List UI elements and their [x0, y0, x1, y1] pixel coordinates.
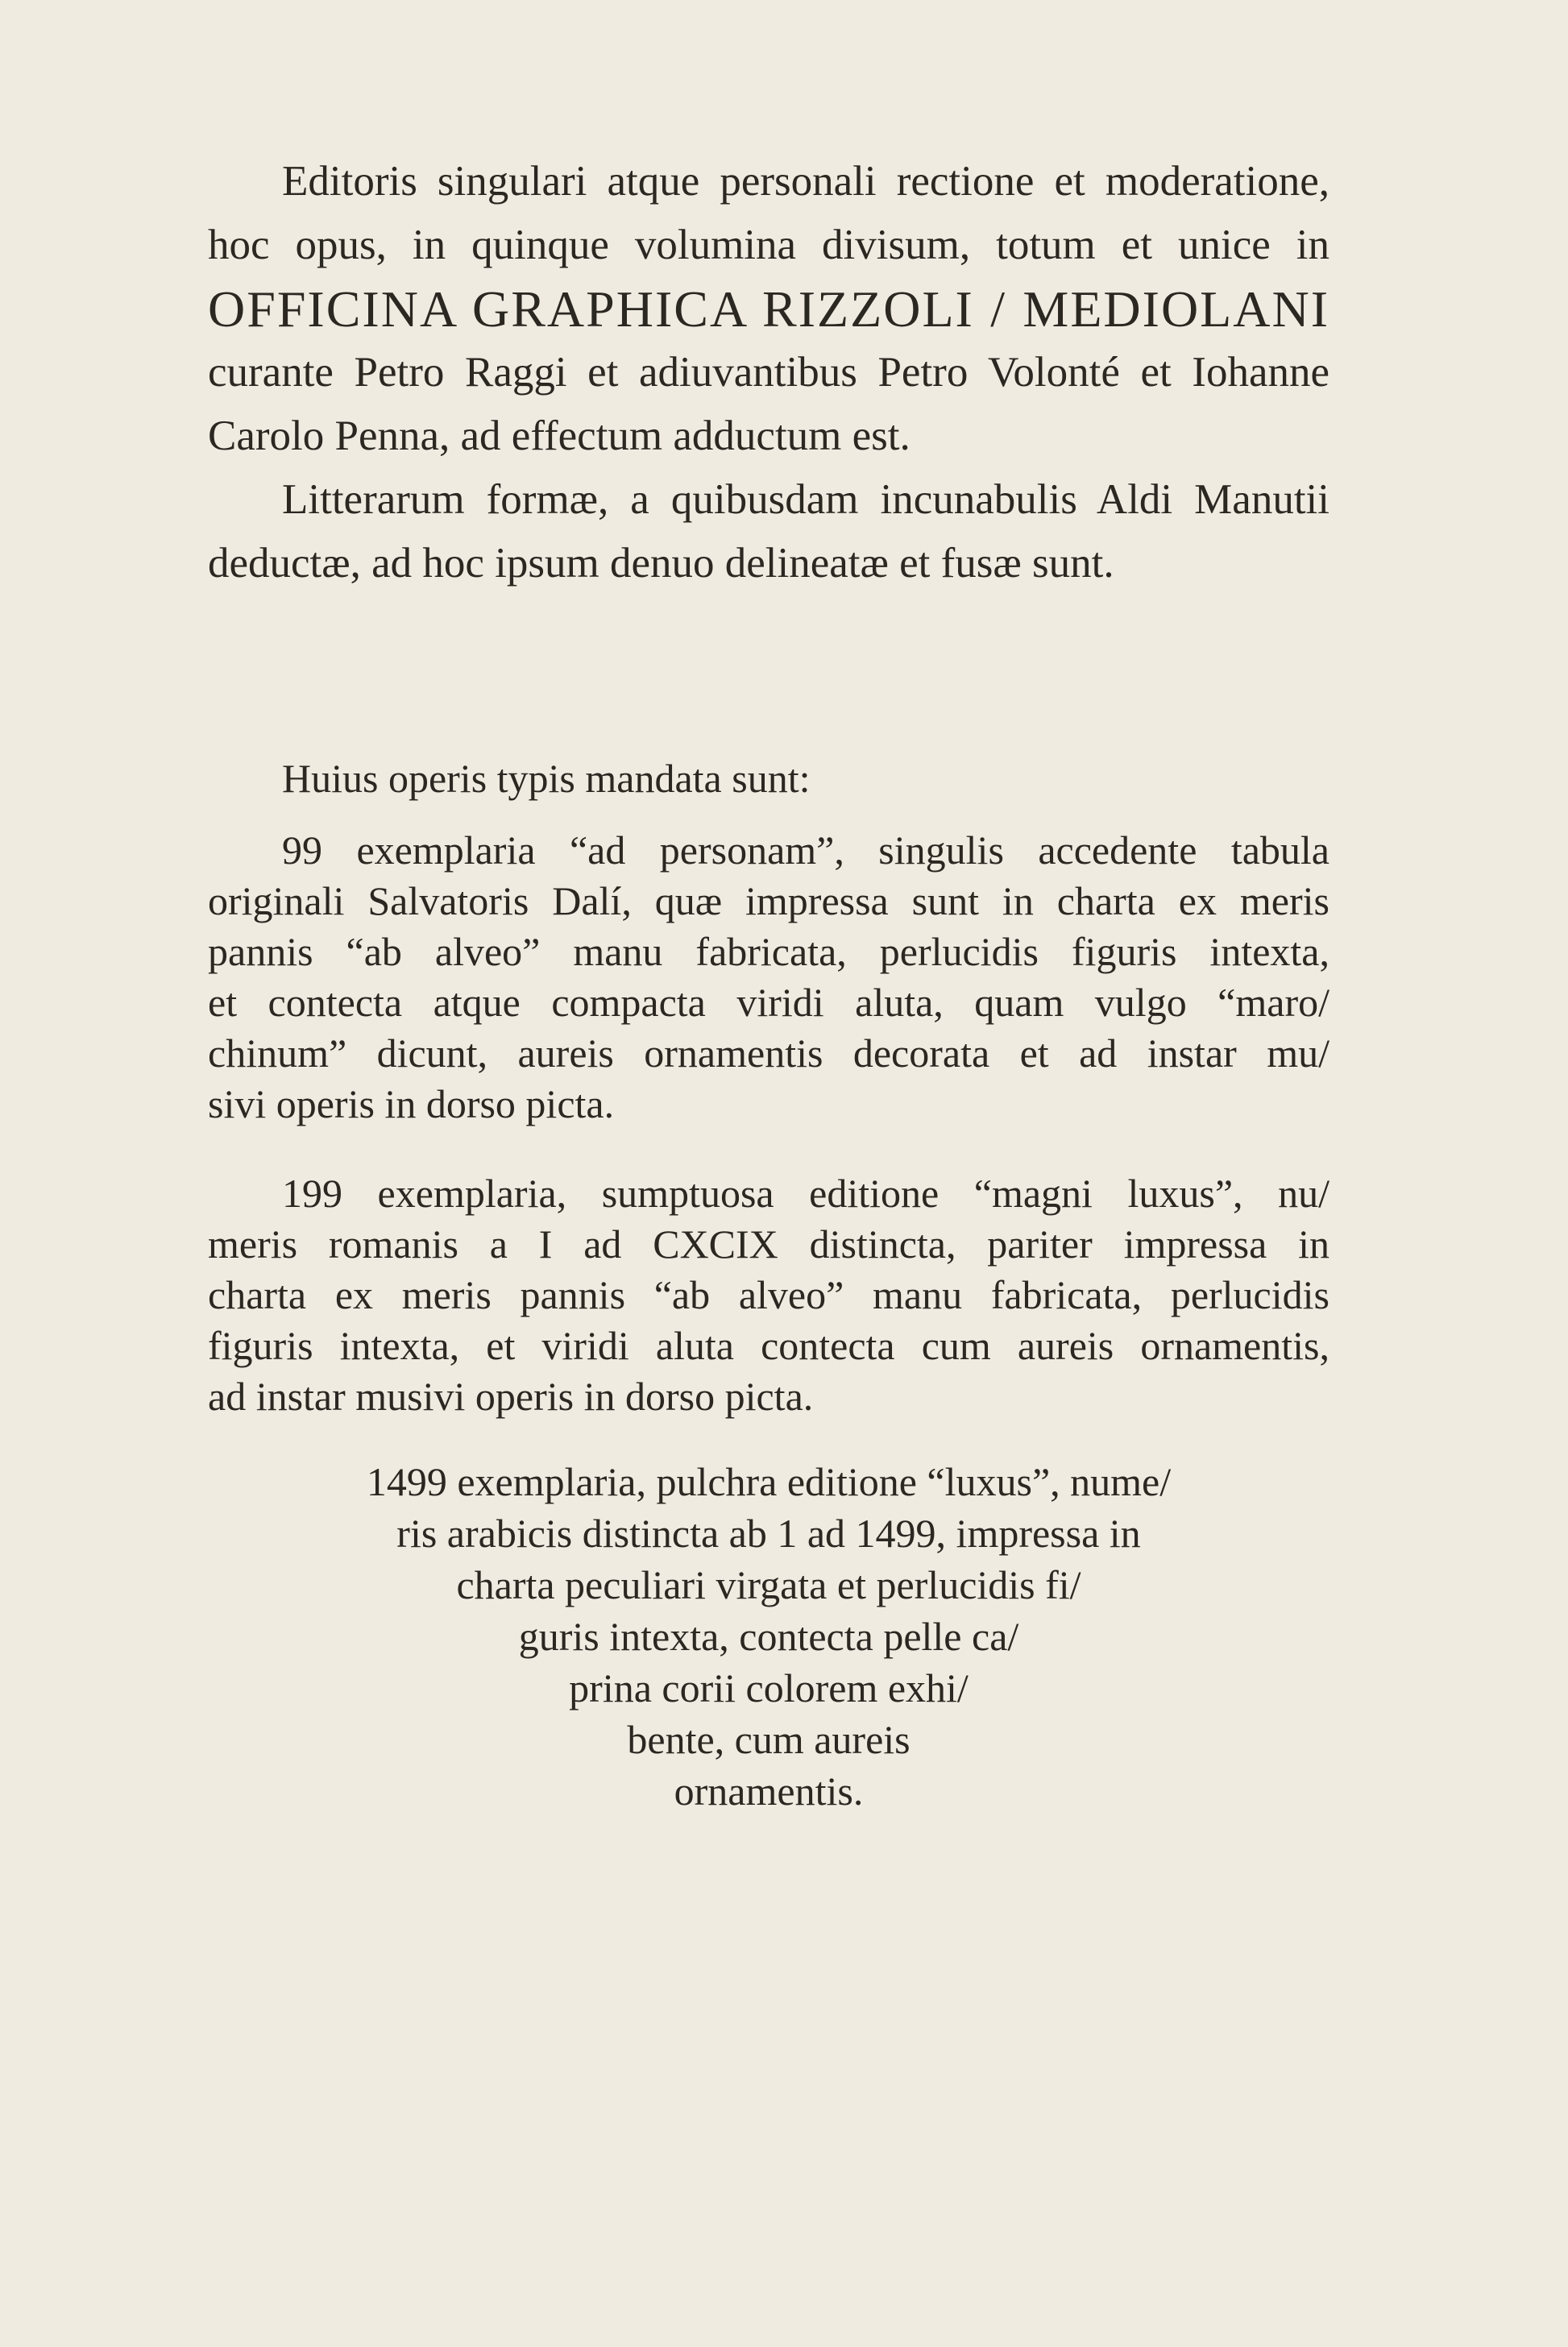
colophon-intro-paragraph — [208, 150, 1329, 595]
colophon-text-block — [208, 150, 1329, 1817]
colophon-line: pannis “ab alveo” manu fabricata, perlucidis figuris intexta, — [208, 929, 1329, 974]
editions-section — [208, 753, 1329, 1817]
edition-199-paragraph — [208, 1168, 1329, 1422]
colophon-line: Carolo Penna, ad effectum adductum est. — [208, 413, 911, 459]
colophon-line: Litterarum formæ, a quibusdam incunabulis Aldi Manutii — [282, 476, 1329, 523]
colophon-line: 99 exemplaria “ad personam”, singulis accedente tabula — [282, 827, 1329, 873]
colophon-line: chinum” dicunt, aureis ornamentis decorata et ad instar mu/ — [208, 1030, 1329, 1076]
colophon-line: hoc opus, in quinque volumina divisum, totum et unice in — [208, 222, 1329, 268]
colophon-line: prina corii colorem exhi/ — [569, 1665, 969, 1710]
colophon-line: ad instar musivi operis in dorso picta. — [208, 1374, 814, 1419]
colophon-line: ris arabicis distincta ab 1 ad 1499, impressa in — [396, 1511, 1141, 1556]
colophon-line: 199 exemplaria, sumptuosa editione “magni luxus”, nu/ — [282, 1171, 1329, 1216]
editions-heading: Huius operis typis mandata sunt: — [282, 756, 811, 801]
colophon-line: ornamentis. — [674, 1769, 864, 1814]
colophon-line: curante Petro Raggi et adiuvantibus Petro Volonté et Iohanne — [208, 349, 1329, 396]
colophon-line: et contecta atque compacta viridi aluta, quam vulgo “maro/ — [208, 980, 1329, 1025]
colophon-line: charta ex meris pannis “ab alveo” manu fabricata, perlucidis — [208, 1272, 1329, 1317]
edition-99-paragraph — [208, 825, 1329, 1130]
edition-1499-paragraph — [208, 1456, 1329, 1817]
colophon-line: meris romanis a I ad CXCIX distincta, pariter impressa in — [208, 1221, 1329, 1267]
colophon-line: 1499 exemplaria, pulchra editione “luxus”, nume/ — [366, 1459, 1172, 1504]
printer-name-line: OFFICINA GRAPHICA RIZZOLI / MEDIOLANI — [208, 280, 1329, 338]
colophon-line: charta peculiari virgata et perlucidis fi/ — [456, 1562, 1081, 1607]
colophon-line: guris intexta, contecta pelle ca/ — [518, 1614, 1019, 1659]
colophon-line: originali Salvatoris Dalí, quæ impressa sunt in charta ex meris — [208, 878, 1329, 923]
colophon-line: Editoris singulari atque personali rectione et moderatione, — [282, 158, 1329, 205]
colophon-line: sivi operis in dorso picta. — [208, 1081, 615, 1126]
colophon-line: figuris intexta, et viridi aluta contecta cum aureis ornamentis, — [208, 1323, 1329, 1368]
colophon-line: deductæ, ad hoc ipsum denuo delineatæ et fusæ sunt. — [208, 540, 1114, 587]
colophon-line: bente, cum aureis — [627, 1717, 911, 1762]
